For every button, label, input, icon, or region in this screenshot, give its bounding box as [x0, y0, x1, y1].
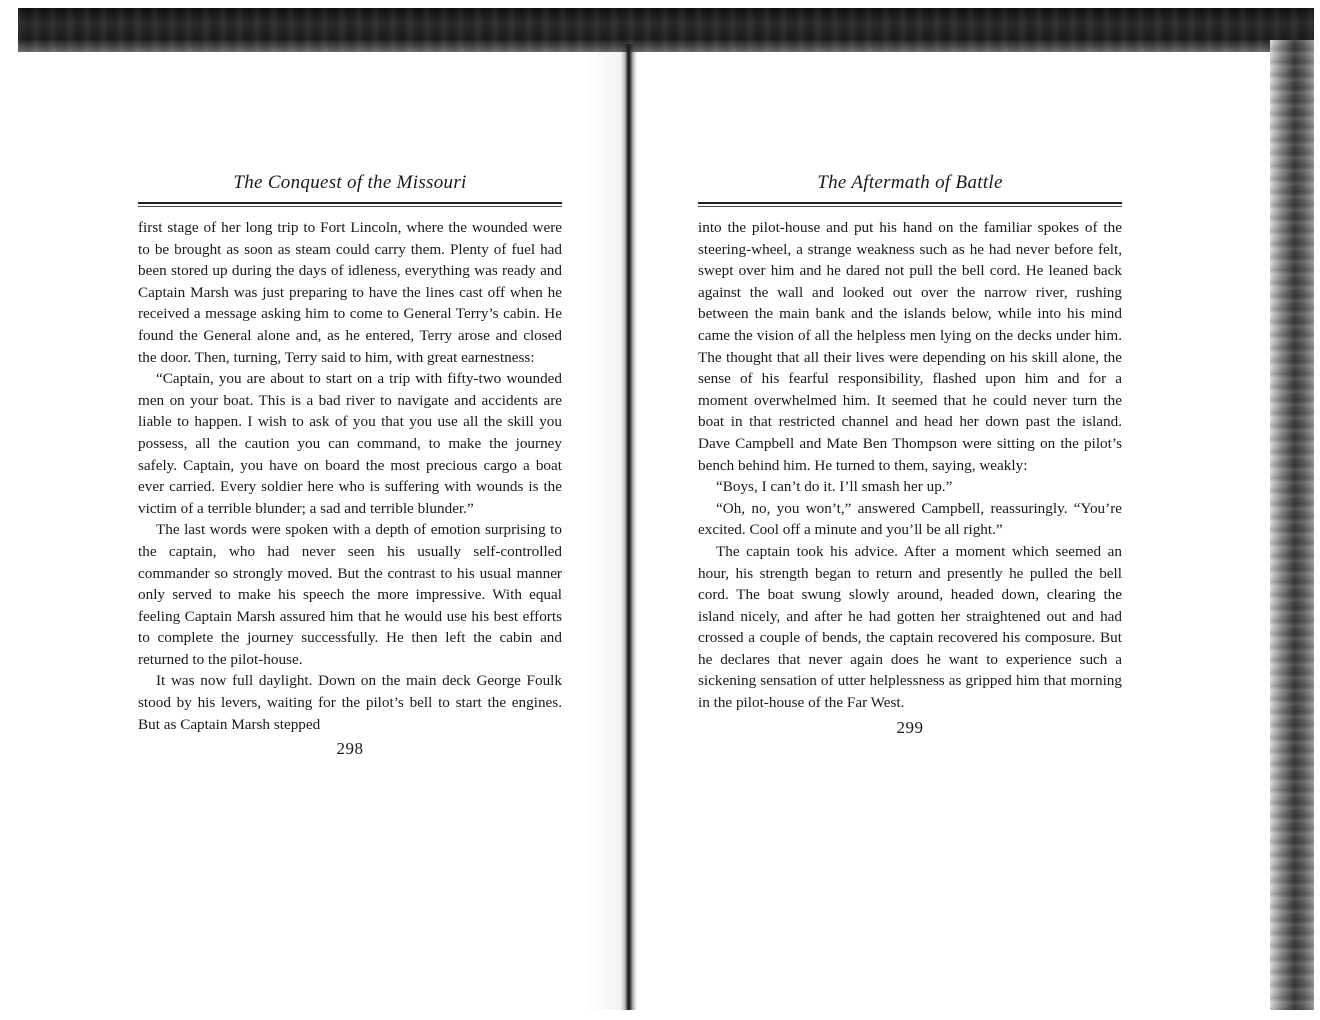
left-page: [138, 168, 562, 759]
right-head-rule: [698, 202, 1122, 207]
scan-right-border: [1270, 40, 1314, 1010]
left-page-number: 298: [336, 739, 364, 759]
right-page: [698, 168, 1122, 738]
left-head-rule: [138, 202, 562, 207]
right-page-number: 299: [896, 717, 924, 737]
right-body-text: [698, 217, 1122, 714]
right-paragraph-2: “Boys, I can’t do it. I’ll smash her up.”: [716, 478, 953, 496]
left-paragraph-1: first stage of her long trip to Fort Lincoln, where the wounded were to be brought as soon as steam could carry them. Plenty of fuel had been stored up during the days of idleness, everything was ready and Captain Marsh was just preparing to have the lines cast off when he received a message asking him to come to General Terry’s cabin. He found the General alone and, as he entered, Terry arose and closed the door. Then, turning, Terry said to him, with great earnestness:: [138, 219, 562, 366]
left-paragraph-4: It was now full daylight. Down on the main deck George Foulk stood by his levers, waiting for the pilot’s bell to start the engines. But as Captain Marsh stepped: [138, 672, 562, 733]
gutter-shade: [585, 44, 623, 1010]
left-body-text: [138, 217, 562, 735]
right-paragraph-1: into the pilot-house and put his hand on the familiar spokes of the steering-wheel, a strange weakness such as he had never before felt, swept over him and he dared not pull the bell cord. He leaned back against the wall and looked out over the narrow river, rushing between the main bank and the islands below, while into his mind came the vision of all the helpless men lying on the decks under him. The thought that all their lives were depending on his skill alone, the sense of his fearful responsibility, flashed upon him and for a moment overwhelmed him. It seemed that he could never turn the boat in that restricted channel and head her down past the island. Dave Campbell and Mate Ben Thompson were sitting on the pilot’s bench behind him. He turned to them, saying, weakly:: [698, 219, 1122, 474]
left-paragraph-2: “Captain, you are about to start on a trip with fifty-two wounded men on your boat. This is a bad river to navigate and accidents are liable to happen. I wish to ask of you that you use all the skill you possess, all the caution you can command, to make the journey safely. Captain, you have on board the most precious cargo a boat ever carried. Every soldier here who is suffering with wounds is the victim of a terrible blunder; a sad and terrible blunder.”: [138, 370, 562, 517]
book-spine: [621, 44, 637, 1010]
right-paragraph-4: The captain took his advice. After a moment which seemed an hour, his strength began to return and presently he pulled the bell cord. The boat swung slowly around, headed down, clearing the island nicely, and after he had gotten her straightened out and had crossed a couple of bends, the captain recovered his composure. But he declares that never again does he want to experience such a sickening sensation of utter helplessness as gripped him that morning in the pilot-house of the Far West.: [698, 542, 1122, 712]
right-paragraph-3: “Oh, no, you won’t,” answered Campbell, reassuringly. “You’re excited. Cool off a minute and you’ll be all right.”: [698, 499, 1122, 539]
left-running-head: The Conquest of the Missouri: [233, 172, 467, 193]
left-paragraph-3: The last words were spoken with a depth of emotion surprising to the captain, who had never seen his usually self-controlled commander so strongly moved. But the contrast to his usual manner only served to make his speech the more impressive. With equal feeling Captain Marsh assured him that he would use his best efforts to complete the journey successfully. He then left the cabin and returned to the pilot-house.: [138, 521, 562, 668]
scan-top-border: [18, 8, 1314, 52]
right-running-head: The Aftermath of Battle: [817, 172, 1003, 193]
